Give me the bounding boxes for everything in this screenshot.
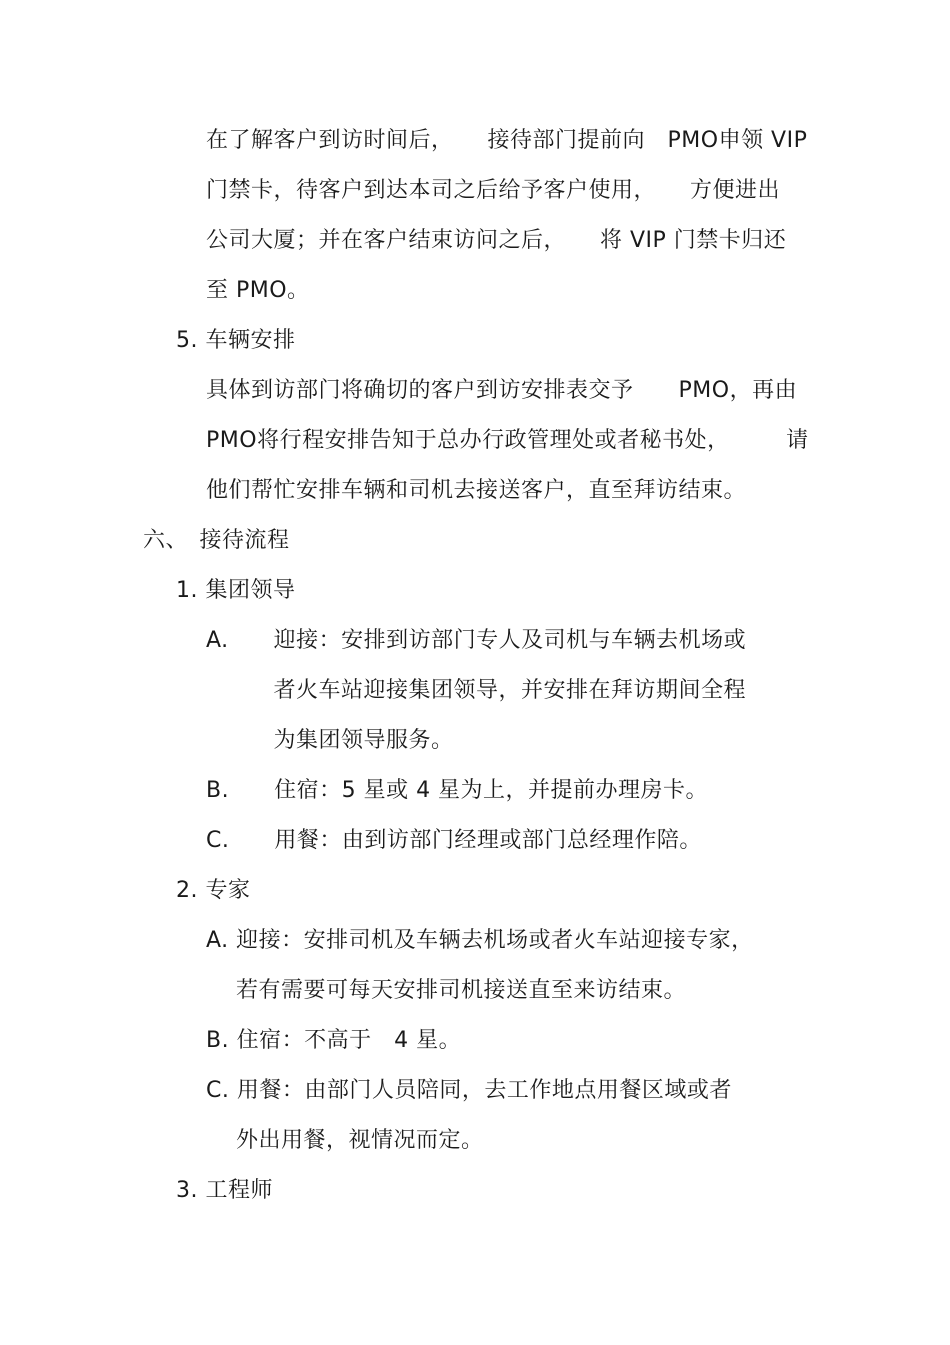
paragraph-line: 至 PMO。 (206, 278, 310, 303)
paragraph-line: 具体到访部门将确切的客户到访安排表交予 PMO，再由 (206, 378, 798, 403)
list-item-line: 者火车站迎接集团领导，并安排在拜访期间全程 (206, 678, 747, 703)
paragraph-line: 他们帮忙安排车辆和司机去接送客户，直至拜访结束。 (206, 478, 747, 503)
list-item-line: 为集团领导服务。 (206, 728, 454, 753)
list-item-line: C. 用餐：由到访部门经理或部门总经理作陪。 (206, 828, 702, 853)
list-item-line: A. 迎接：安排司机及车辆去机场或者火车站迎接专家， (206, 928, 754, 953)
subsection-heading-expert: 2. 专家 (176, 878, 251, 903)
list-item-line: 外出用餐，视情况而定。 (206, 1128, 484, 1153)
list-item-line: A. 迎接：安排到访部门专人及司机与车辆去机场或 (206, 628, 747, 653)
subsection-heading-engineer: 3. 工程师 (176, 1178, 273, 1203)
paragraph-line: 在了解客户到访时间后， 接待部门提前向 PMO申领 VIP (206, 128, 808, 153)
subsection-heading-group-leader: 1. 集团领导 (176, 578, 296, 603)
section-heading-vehicle: 5. 车辆安排 (176, 328, 296, 353)
paragraph-line: 公司大厦；并在客户结束访问之后， 将 VIP 门禁卡归还 (206, 228, 787, 253)
paragraph-line: PMO将行程安排告知于总办行政管理处或者秘书处， 请 (206, 428, 809, 453)
chapter-heading-reception-flow: 六、 接待流程 (143, 528, 290, 553)
list-item-line: B. 住宿：5 星或 4 星为上，并提前办理房卡。 (206, 778, 709, 803)
paragraph-line: 门禁卡，待客户到达本司之后给予客户使用， 方便进出 (206, 178, 781, 203)
list-item-line: B. 住宿：不高于 4 星。 (206, 1028, 462, 1053)
list-item-line: 若有需要可每天安排司机接送直至来访结束。 (206, 978, 686, 1003)
list-item-line: C. 用餐：由部门人员陪同，去工作地点用餐区域或者 (206, 1078, 732, 1103)
